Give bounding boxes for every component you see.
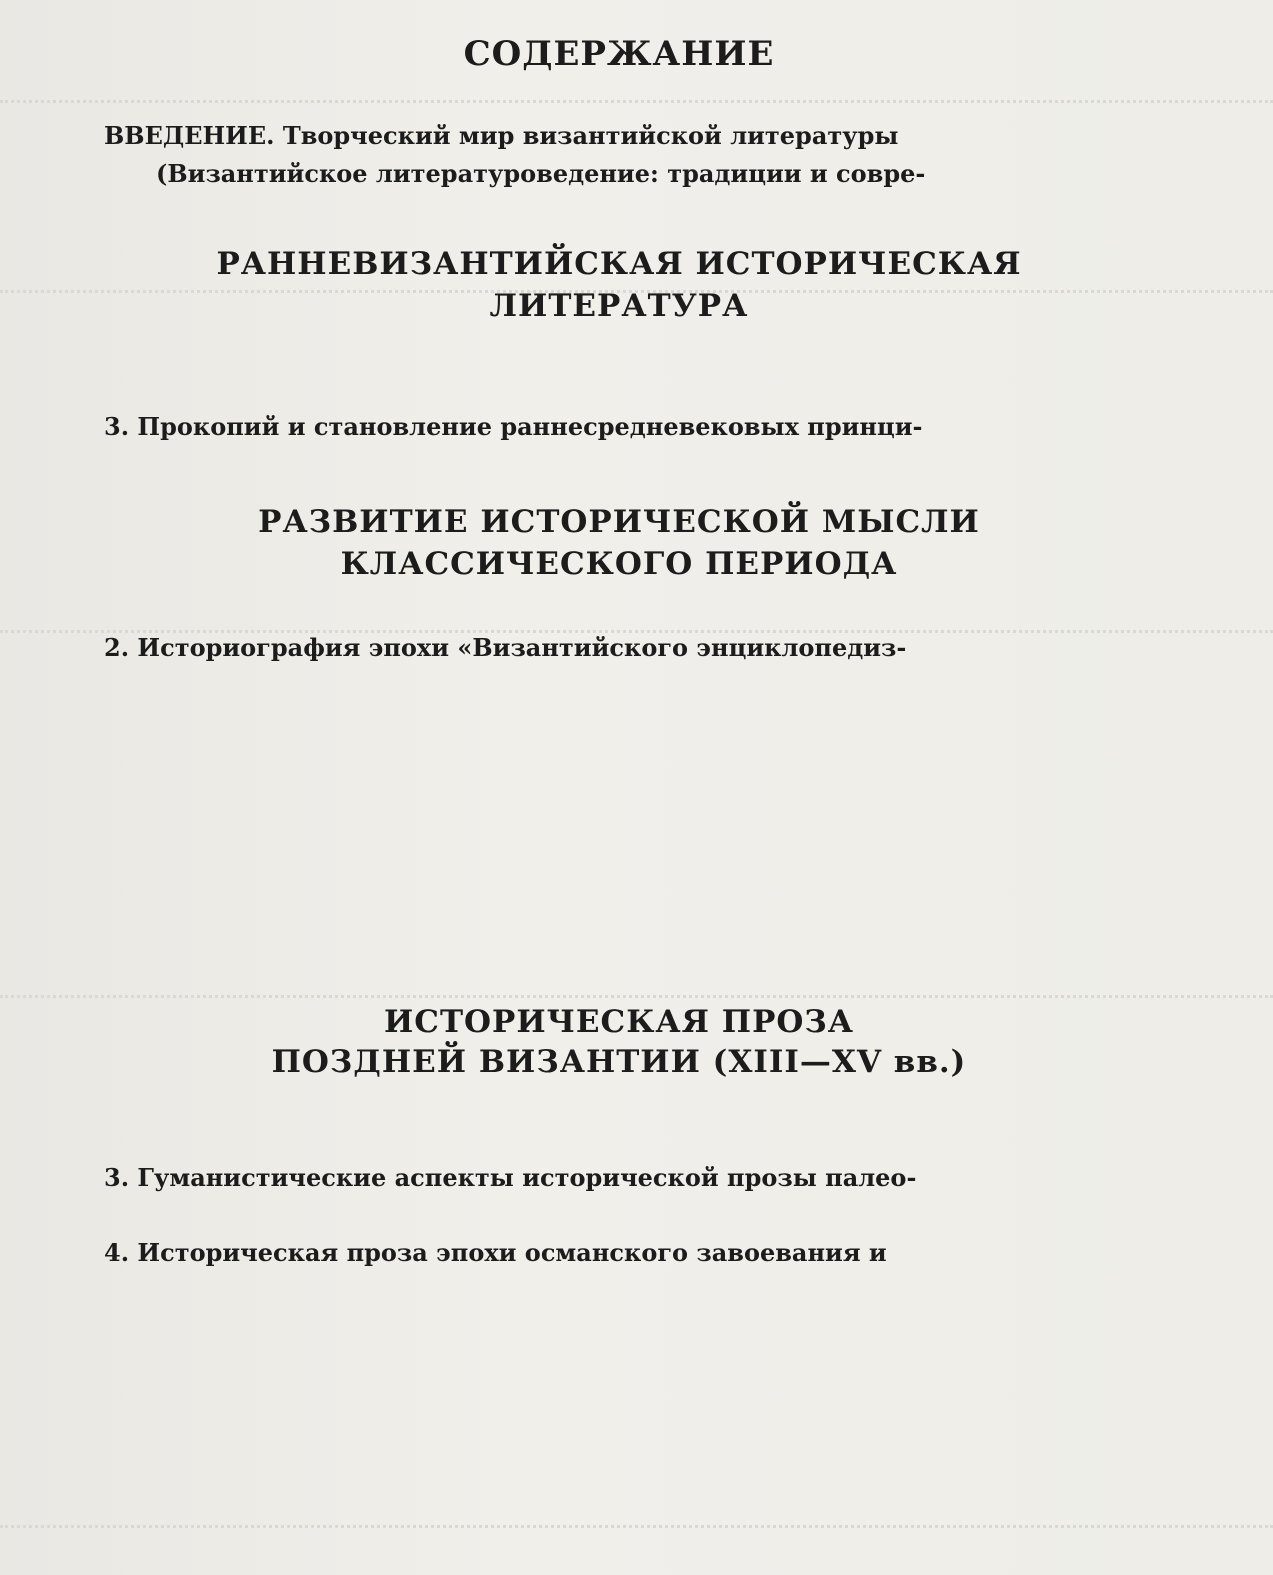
toc-line: 2. Историография эпохи «Византийского энциклопедиз- <box>104 633 907 662</box>
bleed-through-dots <box>0 100 1273 103</box>
bleed-through-dots <box>0 995 1273 998</box>
page-title: СОДЕРЖАНИЕ <box>463 34 775 74</box>
toc-line: 3. Гуманистические аспекты исторической прозы палео- <box>104 1163 917 1192</box>
toc-line: ВВЕДЕНИЕ. Творческий мир византийской литературы <box>104 121 899 150</box>
section-heading: ЛИТЕРАТУРА <box>489 288 749 324</box>
section-heading: ПОЗДНЕЙ ВИЗАНТИИ (XIII—XV вв.) <box>271 1044 967 1080</box>
toc-line: (Византийское литературоведение: традиции и совре- <box>156 159 926 188</box>
toc-line: 3. Прокопий и становление раннесредневековых принци- <box>104 412 923 441</box>
toc-line: 4. Историческая проза эпохи османского завоевания и <box>104 1238 887 1267</box>
section-heading: КЛАССИЧЕСКОГО ПЕРИОДА <box>340 546 898 582</box>
section-heading: ИСТОРИЧЕСКАЯ ПРОЗА <box>383 1004 854 1040</box>
section-heading: РАЗВИТИЕ ИСТОРИЧЕСКОЙ МЫСЛИ <box>258 504 980 540</box>
section-heading: РАННЕВИЗАНТИЙСКАЯ ИСТОРИЧЕСКАЯ <box>216 246 1022 282</box>
bleed-through-dots <box>0 1525 1273 1528</box>
